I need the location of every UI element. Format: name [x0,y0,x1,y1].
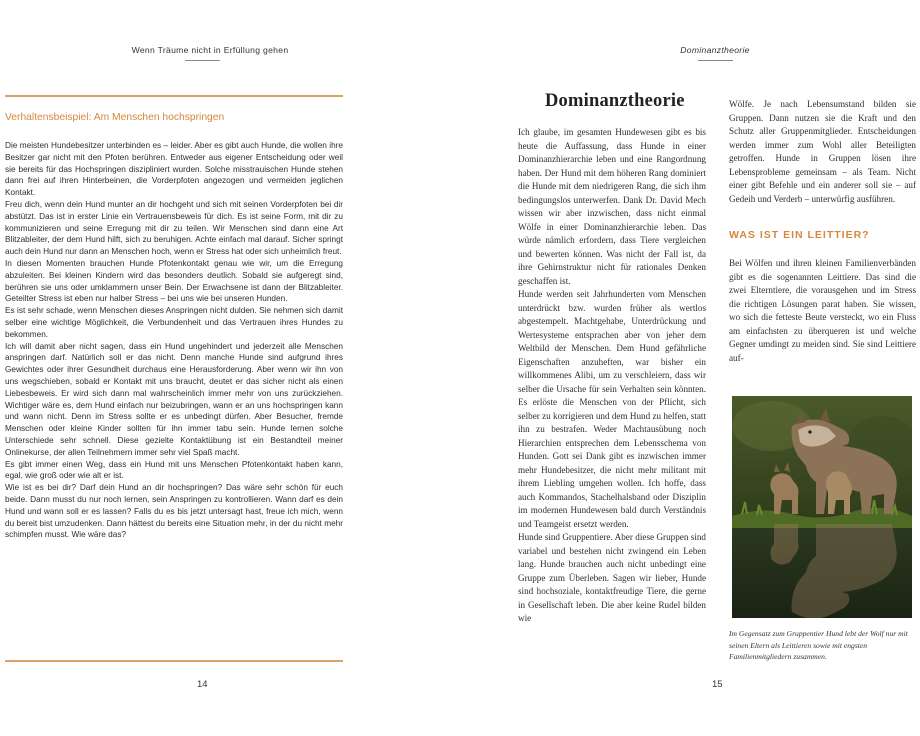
page-number-right: 15 [712,679,723,690]
box-paragraph: In diesen Momenten brauchen Hunde Pfotenkontakt genau wie wir, um die Erregung abzuleiten. Bei kleinen Kindern wird das besonders deutlich. Sobald sie aufgeregt sind, berühren sie uns oder umklammern unser Bein. Der Erwachsene ist dann der Blitzableiter. Geteilter Stress ist eben nur halber Stress – bei uns wie bei unseren Hunden. [5,258,343,304]
running-head-left: Wenn Träume nicht in Erfüllung gehen [131,45,289,55]
body-paragraph: Bei Wölfen und ihren kleinen Familienverbänden gibt es die sogenannten Leittiere. Das sind die zwei Elterntiere, die vorausgehen und im Stress die richtigen Lösungen parat haben. Sie wissen, wo sich die fetteste Beute versteckt, wo ein Fluss am einfachsten zu überqueren ist und welche Gegner umdingt zu meiden sind. Sie sind Leittiere auf- [729,258,916,363]
body-paragraph: Ich glaube, im gesamten Hundewesen gibt es bis heute die Auffassung, dass Hunde in einer Dominanzhierarchie leben und eine Rangordnung haben. Der Hund mit dem höheren Rang dominiert die Hunde mit dem niedrigeren Rang, die sich ihm bedingungslos unterwerfen. Dank Dr. David Mech wissen wir aber inzwischen, dass nicht einmal Wölfe in einer Dominanzhierarchie leben. Das würde nämlich erfordern, dass Tiere vergleichen und bewerten können. Was nicht der Fall ist, da ihre Gehirnstruktur nicht für rationales Denken geschaffen ist. [518,127,706,286]
wolf-photo [732,396,912,618]
body-paragraph: Wölfe. Je nach Lebensumstand bilden sie Gruppen. Dann nutzen sie die Kraft und den Schutz aller Gruppenmitglieder. Entscheidungen werden immer zum Wohl aller Beteiligten getroffen. Hunde in Gruppen lösen ihre Lebensprobleme gemeinsam – als Team. Nicht einer gibt Befehle und ein anderer soll sie – auf Gedeih und Verderb – unterwürfig ausführen. [729,99,916,204]
box-paragraph: Ich will damit aber nicht sagen, dass ein Hund ungehindert und jederzeit alle Menschen anspringen darf. Natürlich soll er das nicht. Denn manche Hunde sind aufgrund ihres Gewichtes oder ihrer Gesundheit durchaus eine Herausforderung. Aber wenn wir ihn von uns wegschieben, sobald er Kontakt mit uns braucht, deutet er das sicher nicht als einen Liebesbeweis. Er wird sich dann mal wahrscheinlich immer mehr von uns zurückziehen. Wichtiger wäre es, dem Hund einfach nur beizubringen, wann er an uns hochspringen kann und wann nicht. Denn im Stress sollte er es unbedingt dürfen. Aber Besucher, fremde Menschen oder kleine Kinder sollten für ihn immer tabu sein. Hunde lernen solche Unterschiede sehr schnell. Diese gezielte Kontaktübung ist ein Bestandteil meiner Onlinekurse, der allen Teilnehmern immer sehr viel Spaß macht. [5,341,343,457]
box-top-rule [5,95,343,97]
gutter [349,0,505,736]
box-paragraph: Wie ist es bei dir? Darf dein Hund an dir hochspringen? Das wäre sehr schön für euch beide. Dann musst du nur noch lernen, sein Anspringen zu kontrollieren. Wann darf es dein Hund und wann soll er es lassen? Falls du es bis jetzt untersagt hast, freue ich mich, wenn du bereit bist umzudenken. Dann hättest du bereits eine Situation mehr, in der du nicht mehr schimpfen musst. Wie wäre das? [5,483,343,540]
body-paragraph: Hunde sind Gruppentiere. Aber diese Gruppen sind variabel und bestehen nicht zwingend ein Leben lang. Hunde brauchen auch nicht unbedingt eine Gruppe zum Überleben. Sagen wir lieber, Hunde sind hochsoziale, kontaktfreudige Tiere, die gerne in Gesellschaft leben. Die aber keine Rudel bilden wie [518,532,706,623]
body-paragraph: Hunde werden seit Jahrhunderten vom Menschen unterdrückt bzw. wurden früher als wertlos abgestempelt. Machtgehabe, Unterdrückung und Wertesysteme entsprachen aber von jeher dem Weltbild der Menschen. Dem Hund gefährliche Eigenschaften anzuheften, war bisher ein willkommenes Alibi, um zu verschleiern, dass wir selber die Ursache für sein Verhalten sein könnten. Es erlöste die Menschen von der Pflicht, sich selber zu korrigieren und dem Hund zu helfen, statt ihn zu bestrafen. Weder Machtausübung noch Hierarchien entsprechen dem Lebensschema von Hunden. Gott sei Dank gibt es inzwischen immer mehr Hundebesitzer, die nicht mehr militant mit ihrem Liebling umgehen wollen. Ich hoffe, dass auch Kommandos, Stachelhalsband oder Disziplin im modernen Hundewesen bald durch Verständnis und Teamgeist ersetzt werden. [518,289,706,529]
box-paragraph: Freu dich, wenn dein Hund munter an dir hochgeht und sich mit seinen Vorderpfoten bei dir abstützt. Das ist in erster Linie ein Vertrauensbeweis für dich. Es ist seine Form, mit dir zu kommunizieren und seine Erregung mit dir zu teilen. Wir Menschen sind dann eine Art Blitzableiter, der dem Hund hilft, sich zu beruhigen. Achte einfach mal darauf. Sicher springt auch dein Hund nur dann an Menschen hoch, wenn er Stress hat oder sich unheimlich freut. [5,199,343,257]
wolf-family-illustration [732,396,912,618]
running-head-right: Dominanztheorie [680,45,750,55]
box-paragraph: Es ist sehr schade, wenn Menschen dieses Anspringen nicht dulden. Sie nehmen sich damit selber eine wichtige Möglichkeit, die Verbundenheit und das Vertrauen ihres Hundes zu bekommen. [5,306,343,339]
running-head-rule [185,60,220,61]
box-paragraph: Die meisten Hundebesitzer unterbinden es – leider. Aber es gibt auch Hunde, die wollen ihre Besitzer gar nicht mit den Pfoten berühren. Entweder aus eigener Entscheidung oder weil sie bereits für das Hochspringen diszipliniert wurden. Solche misstrauischen Hunde stehen dann frei auf ihren Hinterbeinen, die Vorderpfoten angezogen und vermeiden jeglichen Kontakt. [5,141,343,198]
box-title: Verhaltensbeispiel: Am Menschen hochspringen [5,112,225,123]
text-column-2-bottom [729,248,916,374]
running-head-rule [698,60,733,61]
photo-caption: Im Gegensatz zum Gruppentier Hund lebt der Wolf nur mit seinen Eltern als Leittieren sowie mit engsten Familienmitgliedern zusammen. [729,629,908,661]
box-paragraph: Es gibt immer einen Weg, dass ein Hund mit uns Menschen Pfotenkontakt haben kann, egal, wie groß oder wie alt er ist. [5,459,343,481]
chapter-heading: Dominanztheorie [545,91,685,111]
page-number-left: 14 [197,679,208,690]
text-column-2-top [729,98,916,206]
box-bottom-rule [5,660,343,662]
subheading: WAS IST EIN LEITTIER? [729,229,870,241]
text-column-1 [518,126,706,626]
left-page [0,0,349,736]
box-text [5,140,343,541]
